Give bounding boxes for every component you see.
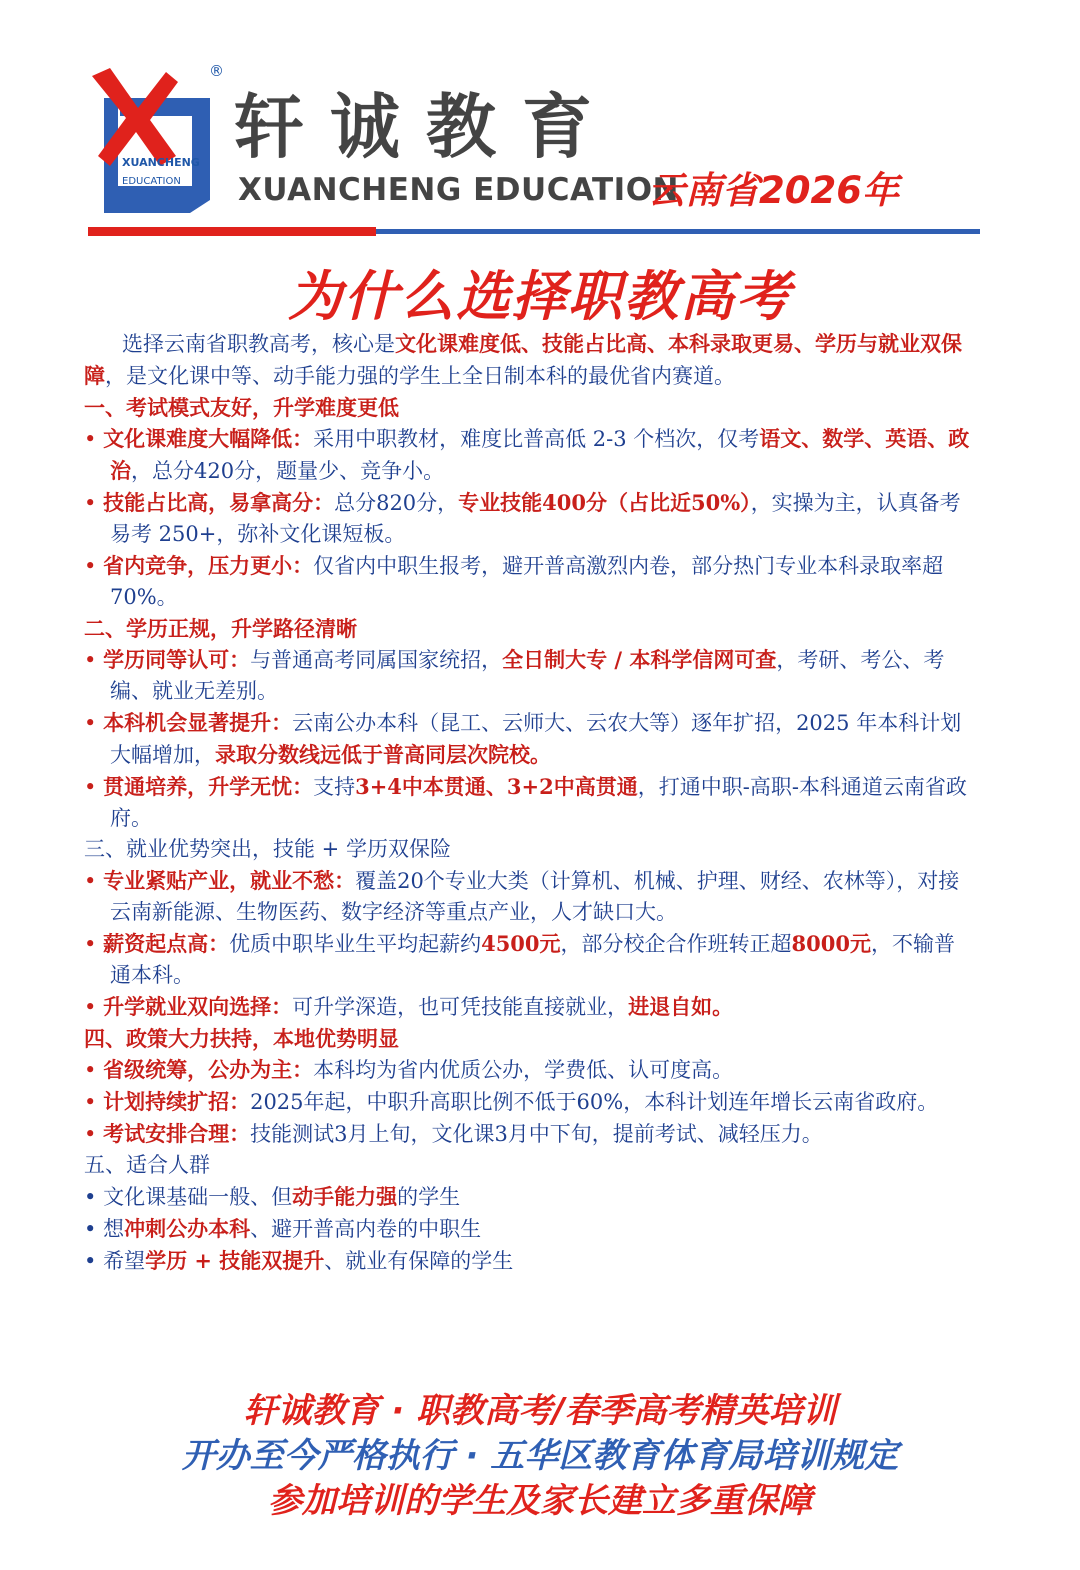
bullet-dot: • <box>84 711 97 735</box>
page-title: 为什么选择职教高考 <box>288 265 792 328</box>
bullet-dot: • <box>84 775 97 799</box>
bullet-dot: • <box>84 1249 97 1273</box>
brand-name-en: XUANCHENG EDUCATION <box>238 172 680 208</box>
section-heading: 一、考试模式友好，升学难度更低 <box>84 395 399 420</box>
bullet-dot: • <box>84 648 97 672</box>
bullet-dot: • <box>84 427 97 451</box>
list-item: • 专业紧贴产业，就业不愁：覆盖20个专业大类（计算机、机械、护理、财经、农林等），对接云南新能源、生物医药、数字经济等重点产业，人才缺口大。 <box>84 868 960 924</box>
bullet-dot: • <box>84 1185 97 1209</box>
list-item: • 技能占比高，易拿高分：总分820分，专业技能400分（占比近50%），实操为主，认真备考易考 250+，弥补文化课短板。 <box>84 490 961 546</box>
section-heading: 五、适合人群 <box>84 1153 210 1177</box>
list-item: • 贯通培养，升学无忧：支持3+4中本贯通、3+2中高贯通，打通中职-高职-本科通道云南省政府。 <box>84 774 967 830</box>
section-heading: 三、就业优势突出，技能 + 学历双保险 <box>84 837 451 861</box>
bullet-dot: • <box>84 995 97 1019</box>
list-item: • 升学就业双向选择：可升学深造，也可凭技能直接就业，进退自如。 <box>84 994 734 1019</box>
list-item: • 计划持续扩招：2025年起，中职升高职比例不低于60%，本科计划连年增长云南省政府。 <box>84 1089 939 1114</box>
footer-line-3: 参加培训的学生及家长建立多重保障 <box>268 1481 812 1521</box>
footer-line-1: 轩诚教育 · 职教高考/春季高考精英培训 <box>243 1391 837 1431</box>
bullet-dot: • <box>84 1058 97 1082</box>
bullet-dot: • <box>84 491 97 515</box>
list-item: • 文化课难度大幅降低：采用中职教材，难度比普高低 2-3 个档次，仅考语文、数学、英语、政治，总分420分，题量少、竞争小。 <box>84 426 970 483</box>
list-item: • 希望学历 + 技能双提升、就业有保障的学生 <box>84 1248 514 1273</box>
section-heading: 四、政策大力扶持，本地优势明显 <box>84 1026 399 1051</box>
brand-name-cn: 轩诚教育 <box>234 86 618 168</box>
list-item: • 考试安排合理：技能测试3月上旬，文化课3月中下旬，提前考试、减轻压力。 <box>84 1121 823 1146</box>
footer-line-2: 开办至今严格执行 · 五华区教育体育局培训规定 <box>181 1436 899 1476</box>
section-heading: 二、学历正规，升学路径清晰 <box>84 616 357 641</box>
xuancheng-logo <box>92 68 214 213</box>
list-item: • 省级统筹，公办为主：本科均为省内优质公办，学费低、认可度高。 <box>84 1057 734 1082</box>
bullet-dot: • <box>84 1122 97 1146</box>
intro-paragraph: 选择云南省职教高考，核心是文化课难度低、技能占比高、本科录取更易、学历与就业双保障，是文化课中等、动手能力强的学生上全日制本科的最优省内赛道。 <box>84 331 962 388</box>
list-item: • 省内竞争，压力更小：仅省内中职生报考，避开普高激烈内卷，部分热门专业本科录取率超70%。 <box>84 553 944 609</box>
list-item: • 薪资起点高：优质中职毕业生平均起薪约4500元，部分校企合作班转正超8000元，不输普通本科。 <box>84 931 955 987</box>
list-item: • 文化课基础一般、但动手能力强的学生 <box>84 1184 461 1209</box>
registered-mark: ® <box>209 62 224 80</box>
bullet-dot: • <box>84 554 97 578</box>
bullet-dot: • <box>84 1090 97 1114</box>
list-item: • 学历同等认可：与普通高考同属国家统招，全日制大专 / 本科学信网可查，考研、考公、考编、就业无差别。 <box>84 647 945 703</box>
list-item: • 本科机会显著提升：云南公办本科（昆工、云师大、云农大等）逐年扩招，2025 年本科计划大幅增加，录取分数线远低于普高同层次院校。 <box>84 710 962 767</box>
article-body <box>84 328 974 1277</box>
logo-text-xuancheng: XUANCHENG <box>122 156 200 169</box>
logo-text-education: EDUCATION <box>122 176 181 187</box>
bullet-dot: • <box>84 869 97 893</box>
divider-blue <box>376 229 980 234</box>
bullet-dot: • <box>84 932 97 956</box>
divider-red <box>88 227 376 236</box>
bullet-dot: • <box>84 1217 97 1241</box>
year-tag: 云南省2026年 <box>648 169 899 212</box>
list-item: • 想冲刺公办本科、避开普高内卷的中职生 <box>84 1216 482 1241</box>
